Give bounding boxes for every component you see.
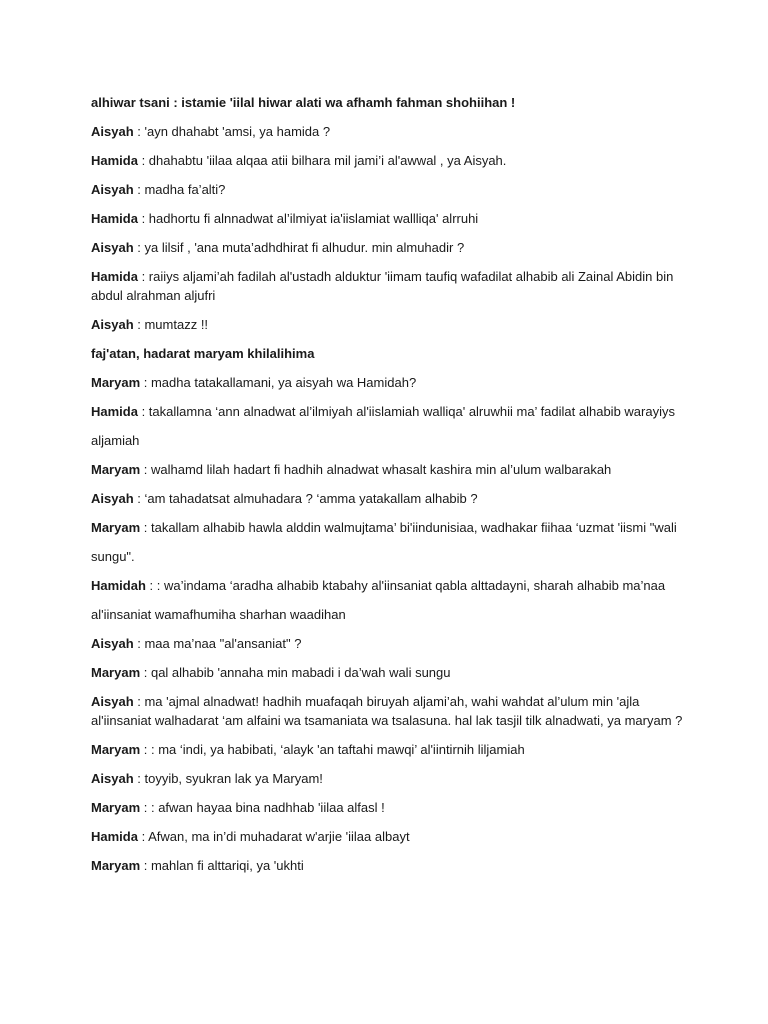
line-text: : Afwan, ma in’di muhadarat w'arjie 'iilaa albayt (137, 829, 410, 844)
line-text: : madha fa’alti? (133, 182, 226, 197)
line-text: : : afwan hayaa bina nadhhab 'iilaa alfasl ! (140, 800, 385, 815)
line-text: : takallamna ‘ann alnadwat al’ilmiyah al'iislamiah walliqa' alruwhii ma’ fadilat alhabib warayiys (137, 404, 675, 419)
line-text: : : ma ‘indi, ya habibati, ‘alayk 'an taftahi mawqi’ al'iintirnih liljamiah (140, 742, 525, 757)
speaker-name: Maryam (91, 742, 141, 757)
line-text: : mahlan fi alttariqi, ya 'ukhti (140, 858, 304, 873)
line-text: : dhahabtu 'iilaa alqaa atii bilhara mil jami’i al'awwal , ya Aisyah. (137, 153, 507, 168)
dialogue-line (91, 663, 451, 682)
dialogue-line-continuation (91, 605, 346, 624)
speaker-name: Maryam (91, 462, 141, 477)
speaker-name: Aisyah (91, 182, 134, 197)
dialogue-line (91, 798, 385, 817)
line-text: : ma 'ajmal alnadwat! hadhih muafaqah biruyah aljami’ah, wahi wahdat al’ulum min 'ajla (133, 694, 640, 709)
dialogue-line (91, 692, 639, 711)
line-text: : mumtazz !! (133, 317, 209, 332)
dialogue-line (91, 238, 464, 257)
line-text: : ya lilsif , 'ana muta’adhdhirat fi alhudur. min almuhadir ? (133, 240, 465, 255)
speaker-name: Aisyah (91, 771, 134, 786)
line-text: al'iinsaniat wamafhumiha sharhan waadihan (91, 607, 346, 622)
dialogue-line (91, 576, 665, 595)
dialogue-line (91, 151, 506, 170)
speaker-name: Aisyah (91, 317, 134, 332)
line-text: : qal alhabib 'annaha min mabadi i da’wah wali sungu (140, 665, 451, 680)
title-text: alhiwar tsani : istamie 'iilal hiwar alati wa afhamh fahman shohiihan ! (91, 95, 516, 110)
dialogue-line (91, 402, 675, 421)
speaker-name: Aisyah (91, 636, 134, 651)
line-text: : : wa’indama ‘aradha alhabib ktabahy al'iinsaniat qabla alttadayni, sharah alhabib ma’naa (145, 578, 666, 593)
speaker-name: Maryam (91, 800, 141, 815)
scene-note-text: faj'atan, hadarat maryam khilalihima (91, 346, 315, 361)
dialogue-line (91, 373, 416, 392)
speaker-name: Hamida (91, 829, 138, 844)
speaker-name: Hamida (91, 404, 138, 419)
speaker-name: Aisyah (91, 491, 134, 506)
dialogue-line-continuation (91, 711, 682, 730)
dialogue-line (91, 122, 330, 141)
line-text: sungu". (91, 549, 135, 564)
speaker-name: Hamida (91, 211, 138, 226)
line-text: : ‘am tahadatsat almuhadara ? ‘amma yatakallam alhabib ? (133, 491, 478, 506)
dialogue-line (91, 267, 673, 286)
line-text: : 'ayn dhahabt 'amsi, ya hamida ? (133, 124, 331, 139)
speaker-name: Hamida (91, 269, 138, 284)
dialogue-title (91, 93, 515, 112)
line-text: : hadhortu fi alnnadwat al’ilmiyat ia'iislamiat wallliqa' alrruhi (137, 211, 479, 226)
speaker-name: Aisyah (91, 124, 134, 139)
speaker-name: Hamidah (91, 578, 146, 593)
line-text: : madha tatakallamani, ya aisyah wa Hamidah? (140, 375, 417, 390)
line-text: abdul alrahman aljufri (91, 288, 216, 303)
scene-note (91, 344, 314, 363)
line-text: : raiiys aljami’ah fadilah al'ustadh alduktur 'iimam taufiq wafadilat alhabib ali Zainal Abidin bin (137, 269, 674, 284)
speaker-name: Aisyah (91, 694, 134, 709)
speaker-name: Maryam (91, 665, 141, 680)
dialogue-line (91, 209, 478, 228)
dialogue-line (91, 856, 304, 875)
dialogue-line (91, 315, 208, 334)
line-text: aljamiah (91, 433, 140, 448)
dialogue-line (91, 740, 525, 759)
speaker-name: Maryam (91, 375, 141, 390)
speaker-name: Aisyah (91, 240, 134, 255)
line-text: : takallam alhabib hawla alddin walmujtama’ bi'iindunisiaa, wadhakar fiihaa ‘uzmat 'iismi "wali (140, 520, 677, 535)
dialogue-line (91, 460, 611, 479)
dialogue-line-continuation (91, 286, 215, 305)
dialogue-line (91, 827, 410, 846)
dialogue-line (91, 634, 301, 653)
line-text: : maa ma’naa "al'ansaniat" ? (133, 636, 302, 651)
line-text: : toyyib, syukran lak ya Maryam! (133, 771, 323, 786)
dialogue-line (91, 180, 225, 199)
speaker-name: Hamida (91, 153, 138, 168)
dialogue-line (91, 489, 478, 508)
dialogue-line-continuation (91, 431, 139, 450)
speaker-name: Maryam (91, 858, 141, 873)
speaker-name: Maryam (91, 520, 141, 535)
dialogue-line (91, 769, 323, 788)
dialogue-line (91, 518, 677, 537)
line-text: : walhamd lilah hadart fi hadhih alnadwat whasalt kashira min al’ulum walbarakah (140, 462, 612, 477)
dialogue-line-continuation (91, 547, 135, 566)
line-text: al'iinsaniat walhadarat ‘am alfaini wa tsamaniata wa tsalasuna. hal lak tasjil tilk alnadwati, ya maryam ? (91, 713, 683, 728)
